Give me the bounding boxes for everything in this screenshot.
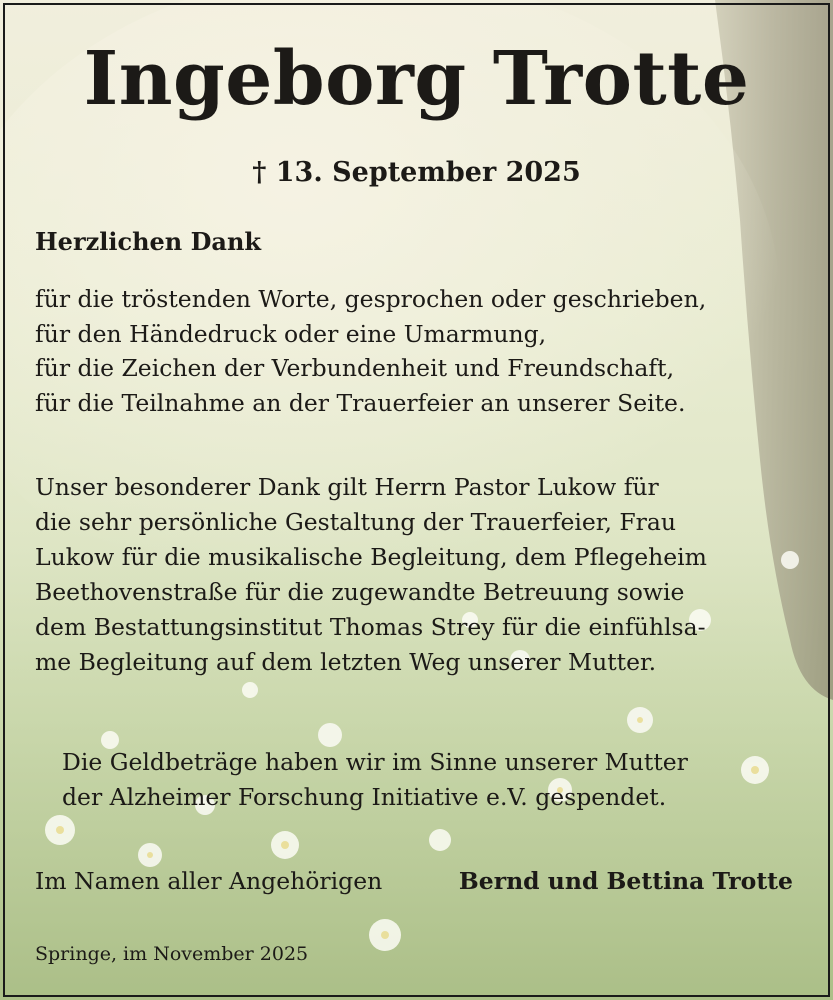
thanks-line: für die Zeichen der Verbundenheit und Freundschaft, [35,354,675,382]
place-and-date: Springe, im November 2025 [35,943,309,965]
thanks-line: für die Teilnahme an der Trauerfeier an unserer Seite. [35,388,686,417]
donation-line: Die Geldbeträge haben wir im Sinne unserer Mutter [62,748,688,776]
special-thanks-paragraph [35,470,805,680]
donation-paragraph [62,745,832,814]
signature-intro: Im Namen aller Angehörigen [35,867,383,895]
donation-line: der Alzheimer Forschung Initiative e.V. gespendet. [62,782,667,811]
date-of-death: † 13. September 2025 [252,157,581,188]
thanks-heading: Herzlichen Dank [35,227,262,256]
signature-names: Bernd und Bettina Trotte [458,867,793,895]
thanks-paragraph [35,282,805,420]
special-thanks-line: me Begleitung auf dem letzten Weg unserer Mutter. [35,648,657,676]
special-thanks-line: die sehr persönliche Gestaltung der Trauerfeier, Frau [35,508,677,536]
special-thanks-line: Beethovenstraße für die zugewandte Betreuung sowie [35,578,685,606]
thanks-line: für den Händedruck oder eine Umarmung, [35,319,547,348]
special-thanks-line: dem Bestattungsinstitut Thomas Strey für die einfühlsa- [35,613,706,641]
deceased-name: Ingeborg Trotte [83,36,750,122]
special-thanks-line: Lukow für die musikalische Begleitung, dem Pflegeheim [35,543,707,571]
special-thanks-line: Unser besonderer Dank gilt Herrn Pastor Lukow für [35,473,659,501]
thanks-line: für die tröstenden Worte, gesprochen oder geschrieben, [35,285,707,313]
